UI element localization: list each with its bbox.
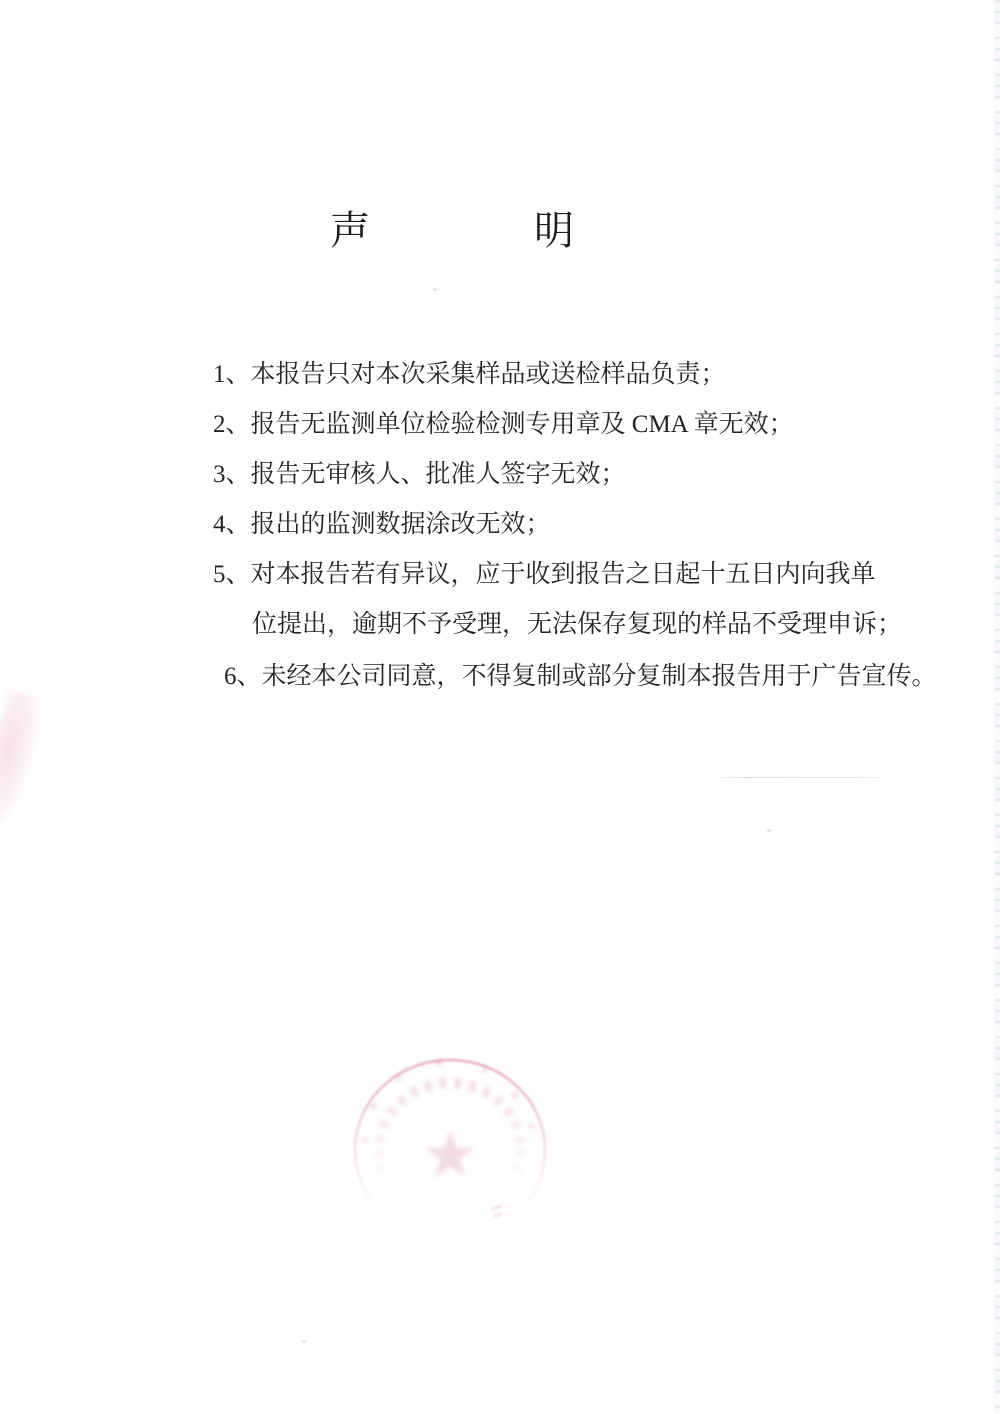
statement-line-continuation: 位提出，逾期不予受理，无法保存复现的样品不受理申诉； (252, 611, 903, 638)
statement-line (224, 652, 943, 702)
statement-item (213, 350, 943, 400)
scan-artifact-right-edge-strip (995, 0, 1000, 1414)
item-number: 3、 (213, 461, 251, 488)
item-number: 2、 (213, 411, 251, 438)
item-text: 未经本公司同意，不得复制或部分复制本报告用于广告宣传。 (261, 663, 937, 690)
statement-item (224, 652, 943, 702)
item-text: 报告无审核人、批准人签字无效； (250, 461, 626, 488)
scan-artifact-speck (302, 1340, 306, 1343)
item-text: 对本报告若有异议，应于收到报告之日起十五日内向我单 (250, 561, 876, 588)
item-text: 报告无监测单位检验检测专用章及 CMA 章无效； (250, 411, 794, 438)
statement-line (213, 350, 943, 400)
scan-artifact-faint-line (715, 777, 893, 778)
statement-line (213, 400, 943, 450)
item-number: 5、 (213, 561, 251, 588)
statement-item (213, 500, 943, 550)
scan-artifact-left-ink-smudge (0, 689, 47, 836)
statement-list (213, 350, 943, 702)
statement-line (213, 500, 943, 550)
statement-item (213, 450, 943, 500)
item-number: 6、 (224, 663, 262, 690)
statement-item (213, 400, 943, 450)
item-text: 报出的监测数据涂改无效； (250, 511, 551, 538)
statement-item (213, 550, 943, 650)
scan-artifact-speck (767, 829, 771, 832)
circular-seal-with-star-icon (343, 1048, 558, 1253)
statement-line (213, 450, 943, 500)
item-number: 4、 (213, 511, 251, 538)
item-number: 1、 (213, 361, 251, 388)
statement-line (213, 550, 943, 600)
scan-artifact-speck (433, 288, 437, 291)
item-text: 本报告只对本次采集样品或送检样品负责； (250, 361, 726, 388)
page-title: 声明 (330, 208, 738, 253)
